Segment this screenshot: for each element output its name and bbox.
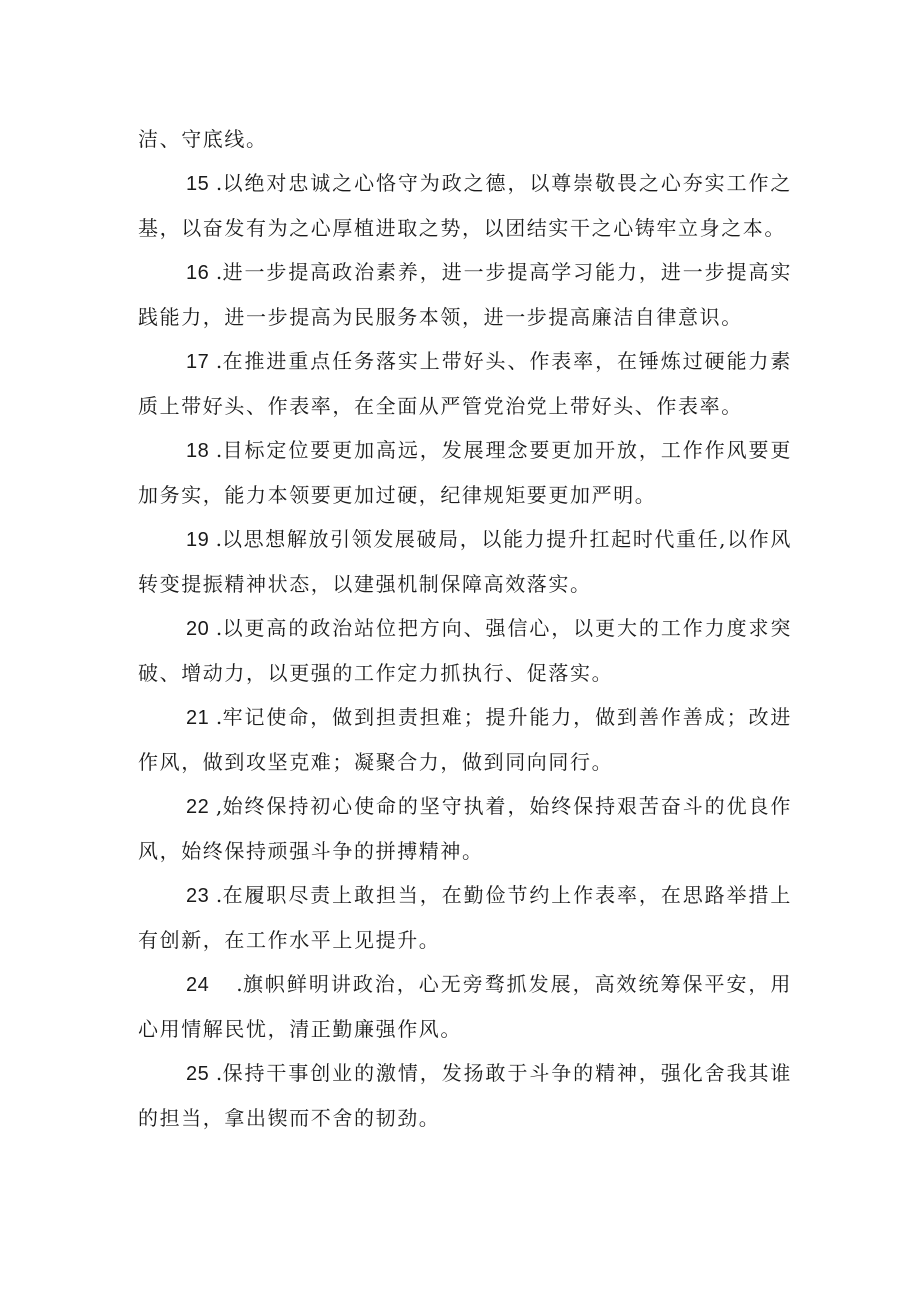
item-number: 16	[186, 262, 210, 284]
item-separator: .	[209, 260, 223, 284]
continuation-paragraph: 洁、守底线。	[138, 127, 268, 151]
item-text: 旗帜鲜明讲政治，心无旁骛抓发展，高效统筹保平安，用心用情解民忧，清正勤廉强作风。	[138, 972, 793, 1041]
item-number: 17	[186, 351, 210, 373]
item-number: 25	[186, 1063, 210, 1085]
item-separator: .	[209, 438, 223, 462]
item-text: 在履职尽责上敢担当，在勤俭节约上作表率，在思路举措上有创新，在工作水平上见提升。	[138, 883, 792, 952]
item-separator: .	[209, 972, 243, 996]
item-separator: .	[209, 171, 223, 195]
list-item-25	[138, 1051, 792, 1140]
list-item-15	[138, 161, 792, 250]
item-text: 以思想解放引领发展破局，以能力提升扛起时代重任,以作风转变提振精神状态，以建强机制保障高效落实。	[138, 527, 792, 596]
item-number: 18	[186, 440, 210, 462]
item-text: 以更高的政治站位把方向、强信心，以更大的工作力度求突破、增动力，以更强的工作定力抓执行、促落实。	[138, 616, 792, 685]
list-item-22	[138, 784, 792, 873]
item-separator: .	[209, 616, 223, 640]
item-separator: .	[209, 883, 223, 907]
item-number: 20	[186, 618, 210, 640]
list-item-20	[138, 606, 792, 695]
item-separator: ,	[209, 794, 223, 818]
item-separator: .	[209, 349, 223, 373]
item-text: 牢记使命，做到担责担难；提升能力，做到善作善成；改进作风，做到攻坚克难；凝聚合力，做到同向同行。	[138, 705, 792, 774]
item-separator: .	[209, 1061, 223, 1085]
item-number: 21	[186, 707, 210, 729]
item-number: 23	[186, 885, 210, 907]
item-text: 目标定位要更加高远，发展理念要更加开放，工作作风要更加务实，能力本领要更加过硬，纪律规矩要更加严明。	[138, 438, 792, 507]
item-separator: .	[209, 527, 222, 551]
item-text: 以绝对忠诚之心恪守为政之德，以尊崇敬畏之心夯实工作之基，以奋发有为之心厚植进取之势，以团结实干之心铸牢立身之本。	[138, 171, 792, 240]
item-number: 15	[186, 173, 210, 195]
list-item-24	[138, 962, 792, 1051]
item-number: 24	[186, 974, 210, 996]
document-body	[138, 117, 792, 1140]
item-number: 22	[186, 796, 210, 818]
list-item-23	[138, 873, 792, 962]
item-text: 在推进重点任务落实上带好头、作表率，在锤炼过硬能力素质上带好头、作表率，在全面从严管党治党上带好头、作表率。	[138, 349, 792, 418]
item-number: 19	[186, 529, 210, 551]
list-item-17	[138, 339, 792, 428]
item-text: 保持干事创业的激情，发扬敢于斗争的精神，强化舍我其谁的担当，拿出锲而不舍的韧劲。	[138, 1061, 792, 1130]
list-item-21	[138, 695, 792, 784]
item-text: 进一步提高政治素养，进一步提高学习能力，进一步提高实践能力，进一步提高为民服务本领，进一步提高廉洁自律意识。	[138, 260, 792, 329]
list-item-16	[138, 250, 792, 339]
item-separator: .	[209, 705, 223, 729]
list-item-19	[138, 517, 792, 606]
list-item-18	[138, 428, 792, 517]
item-text: 始终保持初心使命的坚守执着，始终保持艰苦奋斗的优良作风，始终保持顽强斗争的拼搏精神。	[138, 794, 792, 863]
